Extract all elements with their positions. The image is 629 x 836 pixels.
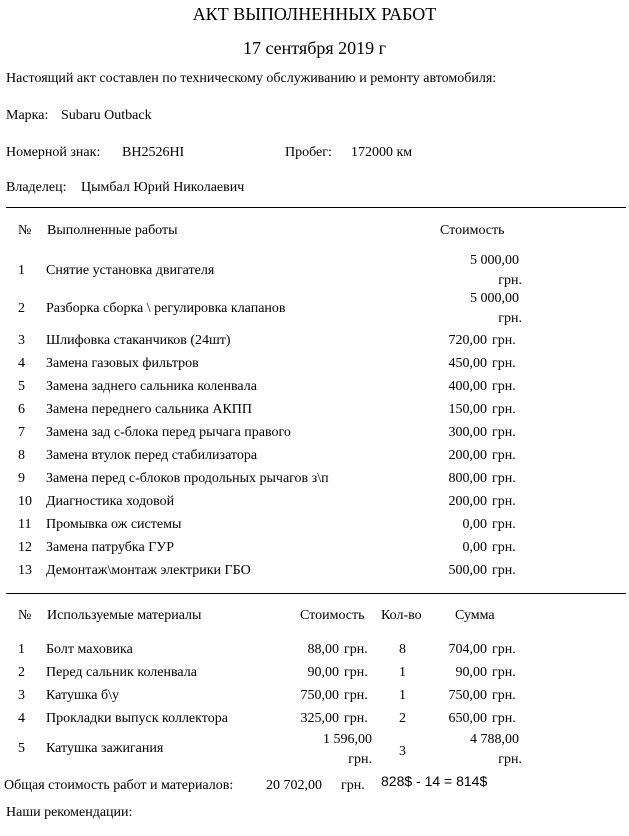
- work-row-currency: грн.: [492, 402, 516, 417]
- material-row-qty: 3: [399, 744, 406, 759]
- material-row-num: 5: [18, 741, 25, 756]
- work-row-num: 4: [18, 356, 25, 371]
- work-row-amount: 200,00: [448, 494, 487, 509]
- work-row-currency: грн.: [492, 563, 516, 578]
- material-row-price-currency: грн.: [344, 711, 368, 726]
- work-row-name: Замена зад с-блока перед рычага правого: [46, 425, 291, 440]
- work-row-num: 3: [18, 333, 25, 348]
- material-row-qty: 8: [399, 642, 406, 657]
- works-table-top-rule: [6, 207, 626, 208]
- work-row-name: Замена втулок перед стабилизатора: [46, 448, 258, 463]
- work-row-currency: грн.: [492, 517, 516, 532]
- work-row-amount: 200,00: [448, 448, 487, 463]
- work-row-num: 13: [18, 563, 32, 578]
- brand-label: Марка:: [6, 108, 49, 123]
- plate-value: BH2526HI: [122, 145, 185, 160]
- work-row-currency: грн.: [492, 494, 516, 509]
- materials-header-num: №: [18, 608, 32, 623]
- work-row-amount: 0,00: [462, 540, 487, 555]
- work-row-amount: 5 000,00: [470, 253, 519, 268]
- material-row-num: 3: [18, 688, 25, 703]
- material-row-sum-currency: грн.: [492, 711, 516, 726]
- total-amount: 20 702,00: [266, 778, 322, 793]
- work-row-num: 12: [18, 540, 32, 555]
- work-row-num: 5: [18, 379, 25, 394]
- work-row-num: 1: [18, 263, 25, 278]
- material-row-sum-currency: грн.: [492, 688, 516, 703]
- works-header-cost: Стоимость: [440, 223, 505, 238]
- work-row-currency: грн.: [492, 471, 516, 486]
- material-row-price: 750,00: [300, 688, 339, 703]
- work-row-num: 10: [18, 494, 32, 509]
- total-note: 828$ - 14 = 814$: [381, 773, 488, 789]
- work-row-currency: грн.: [492, 379, 516, 394]
- work-row-currency: грн.: [492, 356, 516, 371]
- material-row-sum: 650,00: [448, 711, 487, 726]
- work-row-amount: 150,00: [448, 402, 487, 417]
- material-row-sum: 704,00: [448, 642, 487, 657]
- work-row-num: 6: [18, 402, 25, 417]
- work-row-name: Замена переднего сальника АКПП: [46, 402, 253, 417]
- document-date: 17 сентября 2019 г: [242, 38, 387, 58]
- material-row-qty: 1: [399, 665, 406, 680]
- material-row-name: Болт маховика: [46, 642, 133, 657]
- material-row-qty: 2: [399, 711, 406, 726]
- work-row-name: Замена перед с-блоков продольных рычагов з\п: [46, 471, 329, 486]
- material-row-num: 1: [18, 642, 25, 657]
- owner-label: Владелец:: [6, 180, 67, 195]
- material-row-name: Катушка б\у: [46, 688, 120, 703]
- work-row-currency: грн.: [492, 425, 516, 440]
- material-row-price: 88,00: [307, 642, 339, 657]
- works-header-name: Выполненные работы: [47, 223, 178, 238]
- work-row-amount: 720,00: [448, 333, 487, 348]
- work-row-name: Диагностика ходовой: [46, 494, 175, 509]
- work-row-amount: 5 000,00: [470, 291, 519, 306]
- materials-header-sum: Сумма: [455, 608, 495, 623]
- material-row-price: 90,00: [307, 665, 339, 680]
- materials-table-top-rule: [6, 593, 626, 594]
- material-row-price: 325,00: [300, 711, 339, 726]
- intro-text: Настоящий акт составлен по техническому обслуживанию и ремонту автомобиля:: [6, 71, 497, 86]
- material-row-sum-currency: грн.: [492, 665, 516, 680]
- total-label: Общая стоимость работ и материалов:: [4, 778, 234, 793]
- work-row-amount: 800,00: [448, 471, 487, 486]
- material-row-price: 1 596,00: [323, 732, 372, 747]
- work-row-name: Замена патрубка ГУР: [46, 540, 174, 555]
- work-row-num: 2: [18, 301, 25, 316]
- materials-header-cost: Стоимость: [300, 608, 365, 623]
- document-title: АКТ ВЫПОЛНЕННЫХ РАБОТ: [192, 4, 437, 24]
- material-row-name: Прокладки выпуск коллектора: [46, 711, 228, 726]
- work-row-amount: 0,00: [462, 517, 487, 532]
- work-row-currency: грн.: [498, 273, 522, 288]
- work-row-currency: грн.: [492, 333, 516, 348]
- material-row-price-currency: грн.: [344, 642, 368, 657]
- work-row-name: Разборка сборка \ регулировка клапанов: [46, 301, 286, 316]
- recommendations-label: Наши рекомендации:: [6, 805, 133, 820]
- work-row-name: Демонтаж\монтаж электрики ГБО: [46, 563, 251, 578]
- work-row-currency: грн.: [498, 311, 522, 326]
- work-row-num: 8: [18, 448, 25, 463]
- material-row-name: Перед сальник коленвала: [46, 665, 197, 680]
- work-row-name: Замена газовых фильтров: [46, 356, 199, 371]
- work-row-name: Снятие установка двигателя: [46, 263, 215, 278]
- material-row-price-currency: грн.: [344, 665, 368, 680]
- work-row-amount: 400,00: [448, 379, 487, 394]
- work-row-name: Шлифовка стаканчиков (24шт): [46, 333, 231, 348]
- material-row-num: 4: [18, 711, 25, 726]
- material-row-name: Катушка зажигания: [46, 741, 164, 756]
- work-row-name: Промывка ож системы: [46, 517, 182, 532]
- material-row-price-currency: грн.: [344, 688, 368, 703]
- material-row-sum-currency: грн.: [492, 642, 516, 657]
- work-row-amount: 300,00: [448, 425, 487, 440]
- work-row-num: 7: [18, 425, 25, 440]
- work-row-num: 9: [18, 471, 25, 486]
- work-row-name: Замена заднего сальника коленвала: [46, 379, 257, 394]
- material-row-sum: 4 788,00: [470, 732, 519, 747]
- plate-label: Номерной знак:: [6, 145, 101, 160]
- materials-header-qty: Кол-во: [381, 608, 422, 623]
- brand-value: Subaru Outback: [61, 108, 152, 123]
- material-row-sum: 750,00: [448, 688, 487, 703]
- work-row-amount: 450,00: [448, 356, 487, 371]
- work-row-num: 11: [18, 517, 32, 532]
- owner-value: Цымбал Юрий Николаевич: [81, 180, 245, 195]
- work-row-currency: грн.: [492, 540, 516, 555]
- mileage-value: 172000 км: [351, 145, 413, 160]
- material-row-num: 2: [18, 665, 25, 680]
- work-row-currency: грн.: [492, 448, 516, 463]
- total-currency: грн.: [341, 778, 365, 793]
- work-row-amount: 500,00: [448, 563, 487, 578]
- materials-header-name: Используемые материалы: [47, 608, 202, 623]
- material-row-qty: 1: [399, 688, 406, 703]
- mileage-label: Пробег:: [285, 145, 332, 160]
- material-row-sum: 90,00: [455, 665, 487, 680]
- material-row-price-currency: грн.: [348, 752, 372, 767]
- material-row-sum-currency: грн.: [498, 752, 522, 767]
- works-header-num: №: [18, 223, 32, 238]
